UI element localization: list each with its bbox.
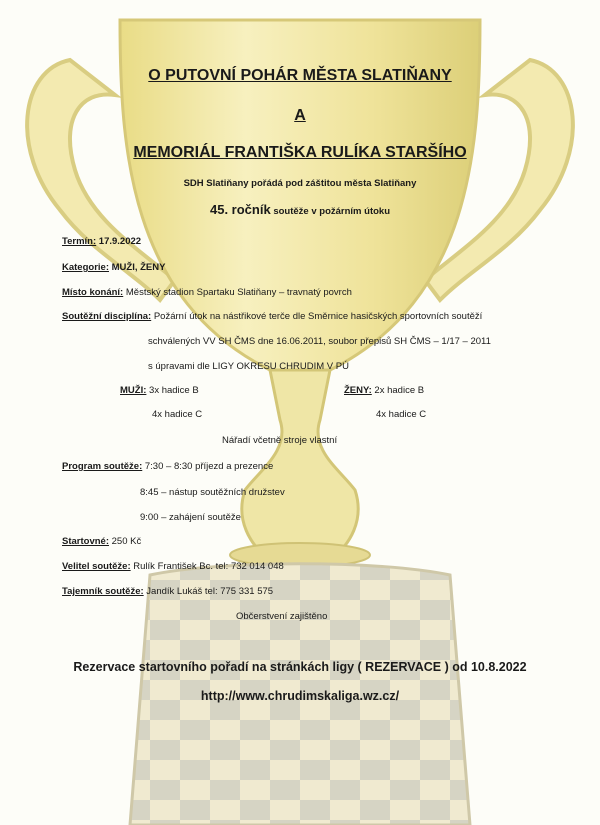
refreshments-note: Občerstvení zajištěno	[236, 611, 328, 622]
category-label: Kategorie:	[62, 262, 109, 273]
program-item-3: 9:00 – zahájení soutěže	[140, 512, 241, 523]
program-item-2: 8:45 – nástup soutěžních družstev	[140, 487, 285, 498]
category-value: MUŽI, ŽENY	[108, 262, 166, 273]
title-line-1: O PUTOVNÍ POHÁR MĚSTA SLATIŇANY	[148, 67, 452, 84]
website-link[interactable]: http://www.chrudimskaliga.wz.cz/	[200, 689, 400, 703]
women-hoses-2: 4x hadice C	[376, 409, 427, 420]
program-item-1: 7:30 – 8:30 příjezd a prezence	[142, 461, 274, 472]
term-label: Termín:	[62, 236, 97, 247]
discipline-line-2: schválených VV SH ČMS dne 16.06.2011, soubor přepisů SH ČMS – 1/17 – 2011	[148, 336, 491, 347]
secretary-label: Tajemník soutěže:	[62, 586, 144, 597]
edition-line	[0, 200, 600, 219]
discipline-line-1: Požární útok na nástřikové terče dle Směrnice hasičských sportovních soutěží	[151, 311, 483, 322]
term-value: 17.9.2022	[96, 236, 142, 247]
secretary-row	[62, 586, 273, 597]
fee-row	[62, 536, 141, 547]
men-hoses-row	[120, 385, 199, 396]
commander-label: Velitel soutěže:	[62, 561, 131, 572]
commander-value: Rulík František Bc. tel: 732 014 048	[130, 561, 284, 572]
discipline-line-3: s úpravami dle LIGY OKRESU CHRUDIM V PÚ	[148, 361, 349, 372]
category-row	[62, 262, 165, 273]
reservation-note: Rezervace startovního pořadí na stránkách ligy ( REZERVACE ) od 10.8.2022	[73, 660, 527, 674]
men-hoses-1: 3x hadice B	[146, 385, 199, 396]
title-line-3: MEMORIÁL FRANTIŠKA RULÍKA STARŠÍHO	[133, 144, 467, 161]
place-label: Místo konání:	[62, 287, 124, 298]
women-hoses-row	[344, 385, 424, 396]
program-label: Program soutěže:	[62, 461, 143, 472]
fee-value: 250 Kč	[108, 536, 142, 547]
term-row	[62, 236, 141, 247]
secretary-value: Jandík Lukáš tel: 775 331 575	[143, 586, 274, 597]
place-row	[62, 287, 352, 298]
edition-text: soutěže v požárním útoku	[270, 206, 390, 217]
fee-label: Startovné:	[62, 536, 109, 547]
place-value: Městský stadion Spartaku Slatiňany – travnatý povrch	[123, 287, 352, 298]
commander-row	[62, 561, 284, 572]
women-hoses-1: 2x hadice B	[371, 385, 425, 396]
edition-number: 45. ročník	[210, 202, 271, 217]
title-line-2: A	[294, 107, 306, 124]
women-label: ŽENY:	[344, 385, 372, 396]
discipline-label: Soutěžní disciplína:	[62, 311, 152, 322]
men-label: MUŽI:	[120, 385, 147, 396]
equipment-note: Nářadí včetně stroje vlastní	[222, 435, 338, 446]
men-hoses-2: 4x hadice C	[152, 409, 203, 420]
discipline-row	[62, 311, 482, 322]
program-row	[62, 461, 273, 472]
organizer-line: SDH Slatiňany pořádá pod záštitou města Slatiňany	[183, 178, 417, 189]
